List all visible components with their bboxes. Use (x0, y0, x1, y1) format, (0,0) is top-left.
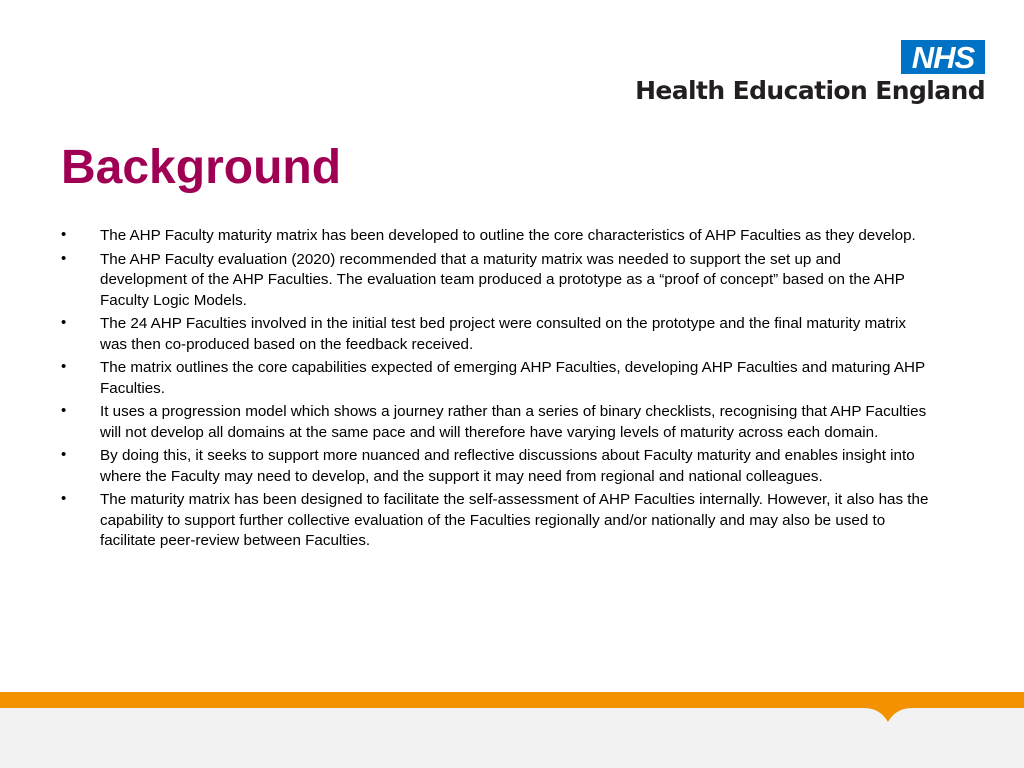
bullet-item (61, 250, 931, 312)
bullet-text: The 24 AHP Faculties involved in the initial test bed project were consulted on the prototype and the final maturity matrix was then co-produced based on the feedback received. (100, 315, 906, 353)
bullet-item (61, 490, 931, 552)
bullet-dot-icon: • (61, 358, 67, 375)
bullet-item (61, 402, 931, 443)
bullet-dot-icon: • (61, 446, 67, 463)
bullet-dot-icon: • (61, 249, 67, 267)
bullet-list (61, 226, 931, 555)
bullet-dot-icon: • (61, 314, 67, 331)
bullet-text: It uses a progression model which shows a journey rather than a series of binary checklists, recognising that AHP Faculties will not develop all domains at the same pace and will therefore have varying levels of maturity across each domain. (100, 403, 927, 441)
bullet-text: The AHP Faculty maturity matrix has been developed to outline the core characteristics of AHP Faculties as they develop. (100, 227, 916, 244)
bullet-dot-icon: • (61, 226, 67, 243)
bullet-dot-icon: • (61, 490, 67, 507)
bullet-item (61, 226, 931, 247)
bullet-text: The AHP Faculty evaluation (2020) recommended that a maturity matrix was needed to support the set up and development of the AHP Faculties. The evaluation team produced a prototype as a “proof of concept” based on the AHP Faculty Logic Models. (100, 250, 905, 309)
bullet-dot-icon: • (61, 402, 67, 419)
bullet-item (61, 358, 931, 399)
slide-title: Background (61, 141, 342, 194)
bullet-text: The maturity matrix has been designed to facilitate the self-assessment of AHP Faculties internally. However, it also has the capability to support further collective evaluation of the Faculties regionally and/or nationally and may also be used to facilitate peer-review between Faculties. (100, 491, 929, 549)
bullet-text: The matrix outlines the core capabilities expected of emerging AHP Faculties, developing AHP Faculties and maturing AHP Faculties. (100, 359, 925, 397)
footer-band (0, 692, 1024, 768)
organisation-name: Health Education England (635, 76, 985, 105)
bullet-item (61, 446, 931, 487)
hee-logo (585, 40, 985, 110)
bullet-text: By doing this, it seeks to support more nuanced and reflective discussions about Faculty maturity and enables insight into where the Faculty may need to develop, and the support it may need from regional and national colleagues. (100, 447, 915, 485)
nhs-logo-box (901, 40, 985, 74)
nhs-logo-text: NHS (911, 39, 975, 75)
bullet-item (61, 314, 931, 355)
